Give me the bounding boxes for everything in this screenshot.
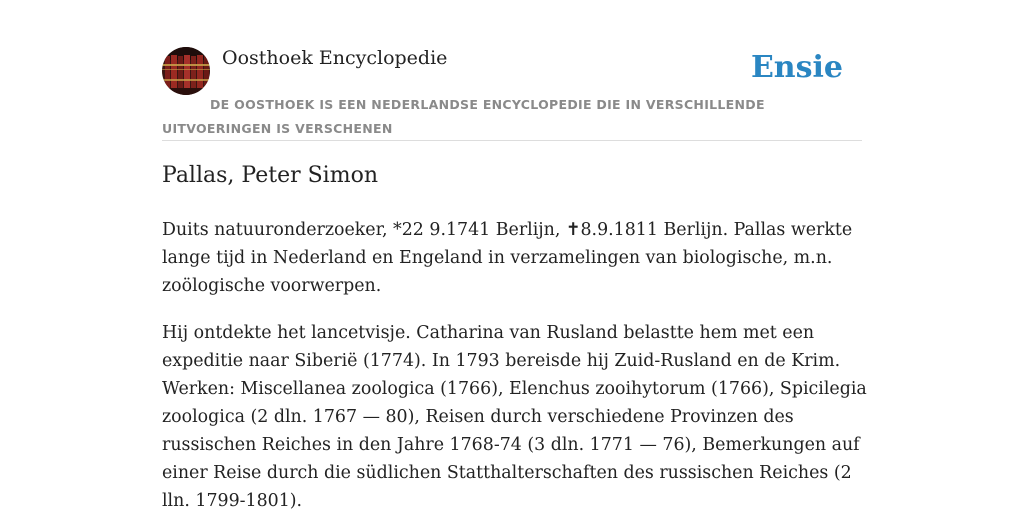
site-header (162, 40, 862, 141)
article-paragraph: Duits natuuronderzoeker, *22 9.1741 Berlijn, ✝8.9.1811 Berlijn. Pallas werkte lange tijd in Nederland en Engeland in verzamelingen van biologische, m.n. zoölogische voorwerpen. (162, 220, 853, 296)
book-spines-avatar-icon[interactable] (162, 47, 210, 95)
ensie-logo-link[interactable]: Ensie (750, 50, 843, 85)
article-title: Pallas, Peter Simon (162, 163, 378, 188)
article-paragraph: Hij ontdekte het lancetvisje. Catharina van Rusland belastte hem met een expeditie naar Siberië (1774). In 1793 bereisde hij Zuid-Rusland en de Krim. Werken: Miscellanea zoologica (1766), Elenchus zooihytorum (1766), Spicilegia zoologica (2 dln. 1767 — 80), Reisen durch verschiedene Provinzen des russischen Reiches in den Jahre 1768-74 (3 dln. 1771 — 76), Bemerkungen auf einer Reise durch die südlichen Statthalterschaften des russischen Reiches (2 lln. 1799-1801). (162, 323, 867, 511)
site-tagline: DE OOSTHOEK IS EEN NEDERLANDSE ENCYCLOPEDIE DIE IN VERSCHILLENDE UITVOERINGEN IS VERSCHENEN (162, 97, 765, 136)
site-title[interactable]: Oosthoek Encyclopedie (222, 47, 448, 69)
